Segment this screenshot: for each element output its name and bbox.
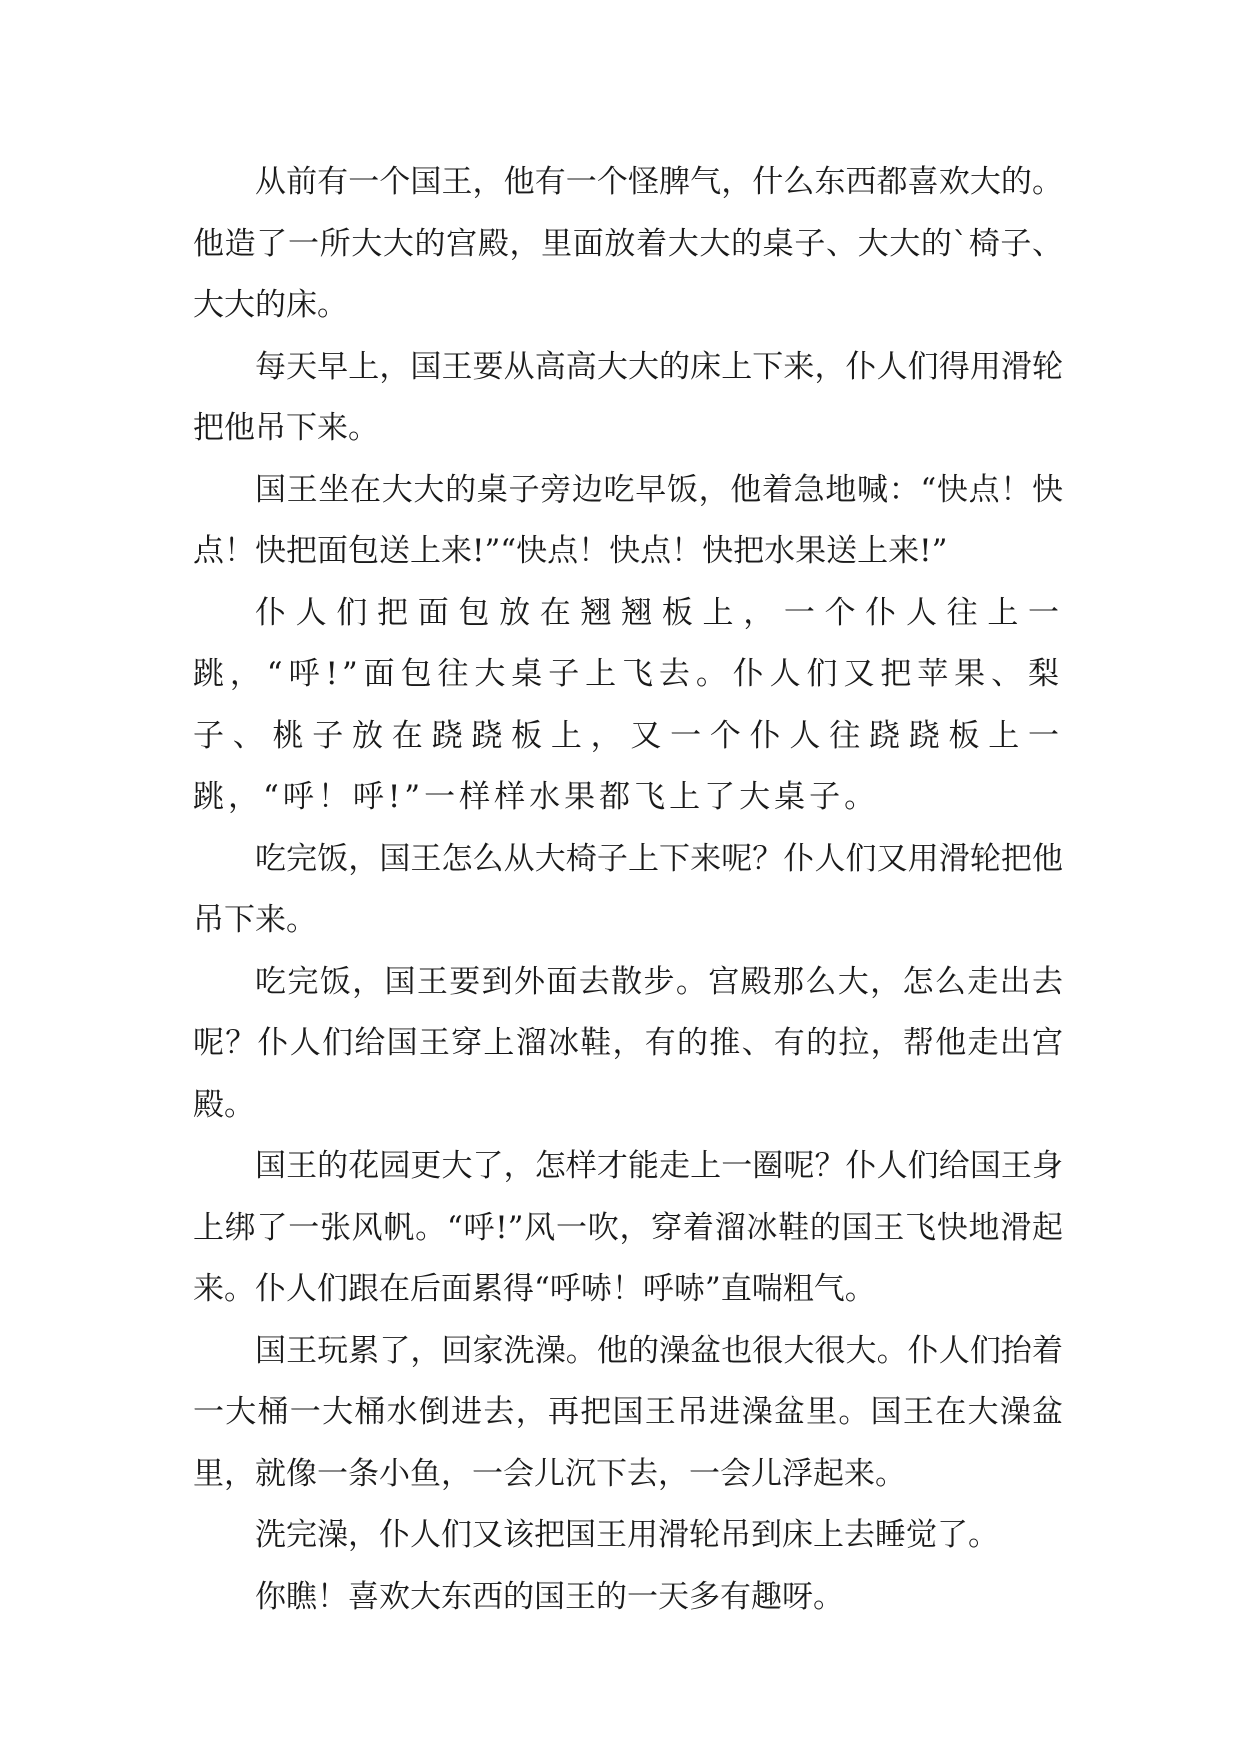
paragraph-10: 你瞧！喜欢大东西的国王的一天多有趣呀。 <box>255 1578 844 1615</box>
story-body <box>193 152 1063 1628</box>
paragraph-4: 仆人们把面包放在翘翘板上，一个仆人往上一跳，“呼!”面包往大桌子上飞去。仆人们又把苹果、梨子、桃子放在跷跷板上，又一个仆人往跷跷板上一跳，“呼！呼!”一样样水果都飞上了大桌子。 <box>193 594 1063 815</box>
paragraph-9: 洗完澡，仆人们又该把国王用滑轮吊到床上去睡觉了。 <box>255 1517 999 1553</box>
paragraph-1: 从前有一个国王，他有一个怪脾气，什么东西都喜欢大的。他造了一所大大的宫殿，里面放着大大的桌子、大大的`椅子、大大的床。 <box>193 164 1063 323</box>
paragraph-3: 国王坐在大大的桌子旁边吃早饭，他着急地喊：“快点！快点！快把面包送上来!”“快点！快点！快把水果送上来!” <box>193 471 1063 569</box>
paragraph-6: 吃完饭，国王要到外面去散步。宫殿那么大，怎么走出去呢？仆人们给国王穿上溜冰鞋，有的推、有的拉，帮他走出宫殿。 <box>193 963 1063 1123</box>
paragraph-7: 国王的花园更大了，怎样才能走上一圈呢？仆人们给国王身上绑了一张风帆。“呼!”风一吹，穿着溜冰鞋的国王飞快地滑起来。仆人们跟在后面累得“呼哧！呼哧”直喘粗气。 <box>193 1148 1063 1307</box>
paragraph-5: 吃完饭，国王怎么从大椅子上下来呢？仆人们又用滑轮把他吊下来。 <box>193 840 1063 938</box>
paragraph-8: 国王玩累了，回家洗澡。他的澡盆也很大很大。仆人们抬着一大桶一大桶水倒进去，再把国王吊进澡盆里。国王在大澡盆里，就像一条小鱼，一会儿沉下去，一会儿浮起来。 <box>193 1332 1063 1492</box>
paragraph-2: 每天早上，国王要从高高大大的床上下来，仆人们得用滑轮把他吊下来。 <box>193 348 1063 446</box>
